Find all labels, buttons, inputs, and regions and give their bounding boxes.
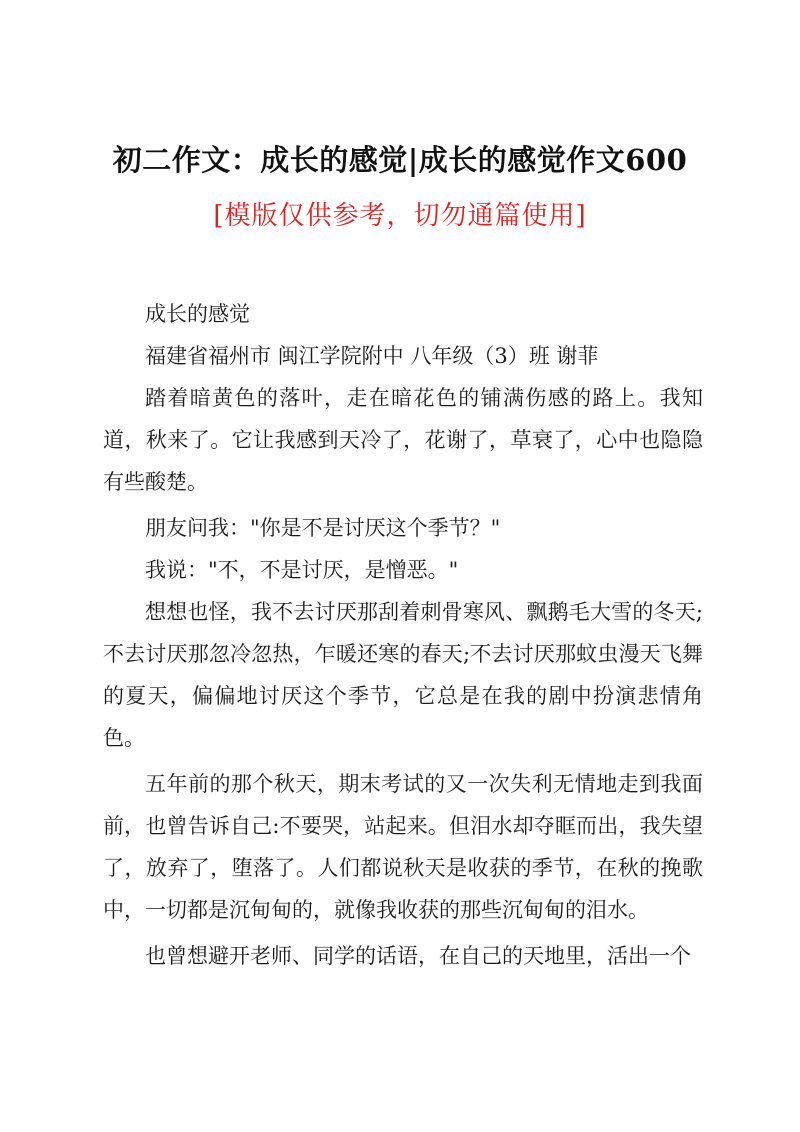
paragraph: 想想也怪，我不去讨厌那刮着刺骨寒风、飘鹅毛大雪的冬天;不去讨厌那忽冷忽热，乍暖还寒的春天;不去讨厌那蚊虫漫天飞舞的夏天，偏偏地讨厌这个季节，它总是在我的剧中扮演悲情角色。 bbox=[103, 600, 703, 750]
template-notice: [模版仅供参考，切勿通篇使用] bbox=[213, 201, 587, 231]
article-heading: 成长的感觉 bbox=[145, 302, 250, 326]
paragraph: 我说："不，不是讨厌，是憎恶。" bbox=[145, 558, 459, 582]
document-title: 初二作文：成长的感觉|成长的感觉作文600 bbox=[112, 143, 688, 177]
paragraph: 五年前的那个秋天，期末考试的又一次失利无情地走到我面前，也曾告诉自己:不要哭，站起来。但泪水却夺眶而出，我失望了，放弃了，堕落了。人们都说秋天是收获的季节，在秋的挽歌中，一切都是沉甸甸的，就像我收获的那些沉甸甸的泪水。 bbox=[103, 772, 703, 922]
author-line: 福建省福州市 闽江学院附中 八年级（3）班 谢菲 bbox=[145, 344, 599, 368]
paragraph: 踏着暗黄色的落叶，走在暗花色的铺满伤感的路上。我知道，秋来了。它让我感到天冷了，花谢了，草衰了，心中也隐隐有些酸楚。 bbox=[103, 386, 703, 494]
paragraph: 朋友问我："你是不是讨厌这个季节？" bbox=[145, 516, 501, 540]
paragraph: 也曾想避开老师、同学的话语，在自己的天地里，活出一个 bbox=[145, 944, 691, 968]
article-body bbox=[103, 293, 703, 977]
